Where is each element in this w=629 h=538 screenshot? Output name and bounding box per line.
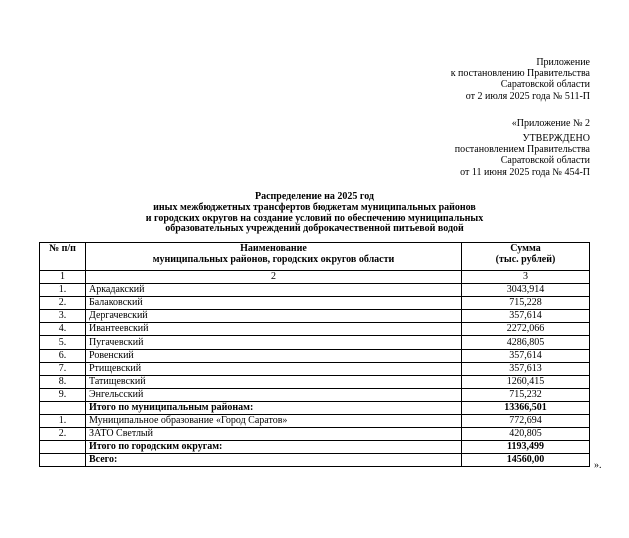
grand-total-row xyxy=(40,454,590,467)
city-name: Муниципальное образование «Город Саратов» xyxy=(86,415,462,428)
appendix-line: Приложение xyxy=(536,57,590,68)
approval-line: Саратовской области xyxy=(500,155,590,167)
header-name: Наименование муниципальных районов, городских округов области xyxy=(86,243,462,271)
row-sum: 2272,066 xyxy=(462,323,590,336)
row-sum: 715,232 xyxy=(462,388,590,401)
district-name: Пугачевский xyxy=(86,336,462,349)
row-sum: 4286,805 xyxy=(462,336,590,349)
title-line: образовательных учреждений доброкачественной питьевой водой xyxy=(165,223,464,235)
district-name: Балаковский xyxy=(86,297,462,310)
row-number: 5. xyxy=(40,336,86,349)
previous-appendix-label xyxy=(512,118,590,129)
column-index: 2 xyxy=(86,271,462,284)
district-name: Дергачевский xyxy=(86,310,462,323)
row-number: 2. xyxy=(40,297,86,310)
appendix-line: Саратовской области xyxy=(500,79,590,91)
row-sum: 1260,415 xyxy=(462,375,590,388)
row-sum: 357,613 xyxy=(462,362,590,375)
table-row xyxy=(40,310,590,323)
table-row xyxy=(40,297,590,310)
row-sum: 715,228 xyxy=(462,297,590,310)
header-number: № п/п xyxy=(40,243,86,271)
total-sum: 13366,501 xyxy=(462,401,590,414)
row-sum: 3043,914 xyxy=(462,284,590,297)
districts-total-row xyxy=(40,401,590,414)
table-row xyxy=(40,428,590,441)
city-name: ЗАТО Светлый xyxy=(86,428,462,441)
cities-total-row xyxy=(40,441,590,454)
approval-line: постановлением Правительства xyxy=(454,144,590,156)
document-title xyxy=(0,192,629,235)
total-label: Итого по муниципальным районам: xyxy=(86,401,462,414)
district-name: Аркадакский xyxy=(86,284,462,297)
table-row xyxy=(40,336,590,349)
grand-total-sum: 14560,00 xyxy=(462,454,590,467)
district-name: Ровенский xyxy=(86,349,462,362)
row-number: 9. xyxy=(40,388,86,401)
row-sum: 357,614 xyxy=(462,349,590,362)
table-row xyxy=(40,349,590,362)
title-line: Распределение на 2025 год xyxy=(254,191,374,202)
title-line: иных межбюджетных трансфертов бюджетам муниципальных районов xyxy=(153,201,476,213)
district-name: Ивантеевский xyxy=(86,323,462,336)
empty-cell xyxy=(40,441,86,454)
column-index: 3 xyxy=(462,271,590,284)
table-row xyxy=(40,323,590,336)
approval-line: УТВЕРЖДЕНО xyxy=(522,133,590,144)
table-row xyxy=(40,415,590,428)
appendix-line: от 2 июля 2025 года № 511-П xyxy=(465,90,590,102)
column-index-row xyxy=(40,271,590,284)
appendix-line: к постановлению Правительства xyxy=(450,68,590,80)
distribution-table xyxy=(39,242,590,467)
district-name: Энгельсский xyxy=(86,388,462,401)
approval-line: от 11 июня 2025 года № 454-П xyxy=(460,166,590,178)
row-number: 3. xyxy=(40,310,86,323)
previous-appendix-text: «Приложение № 2 xyxy=(511,118,590,129)
row-number: 4. xyxy=(40,323,86,336)
table-row xyxy=(40,284,590,297)
table-row xyxy=(40,375,590,388)
district-name: Ртищевский xyxy=(86,362,462,375)
empty-cell xyxy=(40,454,86,467)
approval-block xyxy=(455,133,590,178)
appendix-header xyxy=(451,57,590,102)
total-sum: 1193,499 xyxy=(462,441,590,454)
district-name: Татищевский xyxy=(86,375,462,388)
row-number: 2. xyxy=(40,428,86,441)
row-number: 8. xyxy=(40,375,86,388)
row-sum: 357,614 xyxy=(462,310,590,323)
table-row xyxy=(40,388,590,401)
row-number: 1. xyxy=(40,284,86,297)
title-line: и городских округов на создание условий по обеспечению муниципальных xyxy=(145,212,484,224)
empty-cell xyxy=(40,401,86,414)
row-sum: 420,805 xyxy=(462,428,590,441)
table-row xyxy=(40,362,590,375)
total-label: Итого по городским округам: xyxy=(86,441,462,454)
grand-total-label: Всего: xyxy=(86,454,462,467)
row-number: 6. xyxy=(40,349,86,362)
table-header-row xyxy=(40,243,590,271)
column-index: 1 xyxy=(40,271,86,284)
row-sum: 772,694 xyxy=(462,415,590,428)
row-number: 7. xyxy=(40,362,86,375)
closing-quote-mark: ». xyxy=(594,460,602,471)
header-sum: Сумма (тыс. рублей) xyxy=(462,243,590,271)
row-number: 1. xyxy=(40,415,86,428)
